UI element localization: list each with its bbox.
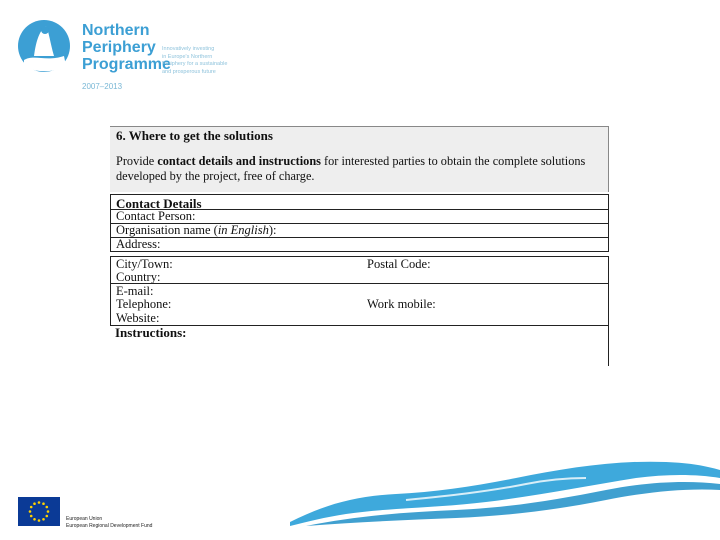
- telephone-field[interactable]: Telephone:: [116, 297, 172, 311]
- country-field[interactable]: Country:: [116, 270, 161, 284]
- divider: [111, 237, 608, 238]
- city-field[interactable]: City/Town:: [116, 257, 173, 271]
- logo-tagline: [162, 46, 227, 76]
- tagline-line: Periphery for a sustainable: [162, 61, 228, 67]
- logo-years: 2007–2013: [82, 82, 123, 91]
- eu-star-icon: [33, 518, 36, 521]
- eu-star-icon: [30, 515, 33, 518]
- eu-star-icon: [29, 510, 32, 513]
- eu-star-icon: [30, 506, 33, 509]
- website-field[interactable]: Website:: [116, 311, 160, 325]
- tagline-line: in Europe's Northern: [162, 53, 213, 60]
- section-intro: [116, 154, 596, 184]
- address-field[interactable]: Address:: [116, 237, 161, 251]
- eu-star-icon: [45, 506, 48, 509]
- solutions-form: [110, 126, 609, 366]
- intro-prefix: Provide: [116, 154, 158, 168]
- eu-fund-label: [66, 516, 152, 529]
- contact-details-box: [110, 194, 609, 252]
- section-header: [110, 126, 609, 192]
- section-title: 6. Where to get the solutions: [116, 128, 273, 143]
- eu-flag-icon: [18, 497, 60, 526]
- eu-star-icon: [45, 515, 48, 518]
- org-suffix: ):: [268, 223, 277, 237]
- tagline-line: Innovatively investing: [162, 46, 215, 52]
- eu-fund-line: European Regional Development Fund: [66, 522, 153, 529]
- eu-fund-line: European Union: [66, 516, 103, 522]
- eu-star-icon: [38, 501, 41, 504]
- eu-star-icon: [33, 502, 36, 505]
- eu-star-icon: [42, 502, 45, 505]
- eu-star-icon: [38, 519, 41, 522]
- eu-star-icon: [47, 510, 50, 513]
- organisation-name-field[interactable]: [116, 223, 277, 238]
- location-box: [110, 256, 609, 284]
- communication-box: [110, 283, 609, 326]
- postal-code-field[interactable]: Postal Code:: [367, 257, 431, 271]
- logo-title-line: Programme: [82, 56, 171, 73]
- email-field[interactable]: E-mail:: [116, 284, 154, 298]
- logo-title-line: Northern: [82, 22, 150, 39]
- intro-suffix: for interested parties to obtain the complete solutions developed by the project, free of charge.: [116, 154, 586, 183]
- logo-title-line: Periphery: [82, 39, 156, 56]
- work-mobile-field[interactable]: Work mobile:: [367, 297, 436, 311]
- eu-star-icon: [42, 518, 45, 521]
- logo-emblem-icon: [16, 16, 72, 78]
- intro-bold: contact details and instructions: [157, 154, 321, 168]
- wave-decoration-icon: [286, 456, 720, 526]
- tagline-line: and prosperous future: [162, 68, 216, 75]
- contact-person-field[interactable]: Contact Person:: [116, 209, 196, 223]
- org-italic: in English: [217, 223, 269, 237]
- instructions-border: [608, 326, 609, 366]
- org-prefix: Organisation name (: [116, 223, 218, 237]
- logo-title: [82, 22, 171, 73]
- contact-heading: Contact Details: [116, 196, 202, 211]
- instructions-label: Instructions:: [115, 325, 187, 340]
